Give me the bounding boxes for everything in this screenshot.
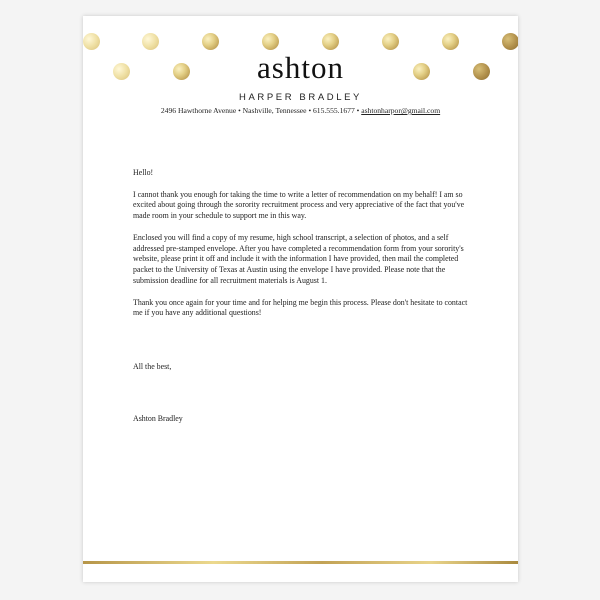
gold-dot bbox=[202, 33, 219, 50]
paragraph-3: Thank you once again for your time and for helping me begin this process. Please don't hesitate to contact me if you have any additional questions! bbox=[133, 297, 468, 318]
gold-dot bbox=[83, 33, 100, 50]
gold-dot bbox=[142, 33, 159, 50]
address-text: 2496 Hawthorne Avenue • Nashville, Tennessee • 615.555.1677 • bbox=[160, 106, 362, 115]
letter-body bbox=[133, 168, 473, 330]
paragraph-1: I cannot thank you enough for taking the time to write a letter of recommendation on my behalf! I am so excited about going through the sorority recruitment process and very appreciative of the fact that you've made room in your schedule to support me in this way. bbox=[133, 189, 465, 221]
gold-dot bbox=[502, 33, 518, 50]
email-link[interactable]: ashtonharpor@gmail.com bbox=[361, 106, 441, 115]
gold-dot bbox=[322, 33, 339, 50]
paragraph-2: Enclosed you will find a copy of my resume, high school transcript, a selection of photos, and a self addressed pre-stamped envelope. After you have completed a recommendation form from your sorority's website, please print it off and include it with the information I have provided, then mail the completed packet to the University of Texas at Austin using the envelope I have provided. Please note that the submission deadline for all recruitment materials is August 1. bbox=[133, 232, 464, 285]
stationery-page bbox=[83, 16, 518, 582]
gold-dot bbox=[262, 33, 279, 50]
signature: Ashton Bradley bbox=[133, 414, 183, 423]
greeting: Hello! bbox=[133, 168, 154, 177]
letterhead-first-name: ashton bbox=[257, 50, 344, 85]
letterhead-address bbox=[83, 106, 518, 115]
letterhead-full-name: HARPER BRADLEY bbox=[239, 92, 362, 103]
closing: All the best, bbox=[133, 362, 172, 371]
gold-dot bbox=[382, 33, 399, 50]
gold-foil-line bbox=[83, 561, 518, 564]
gold-dot bbox=[442, 33, 459, 50]
